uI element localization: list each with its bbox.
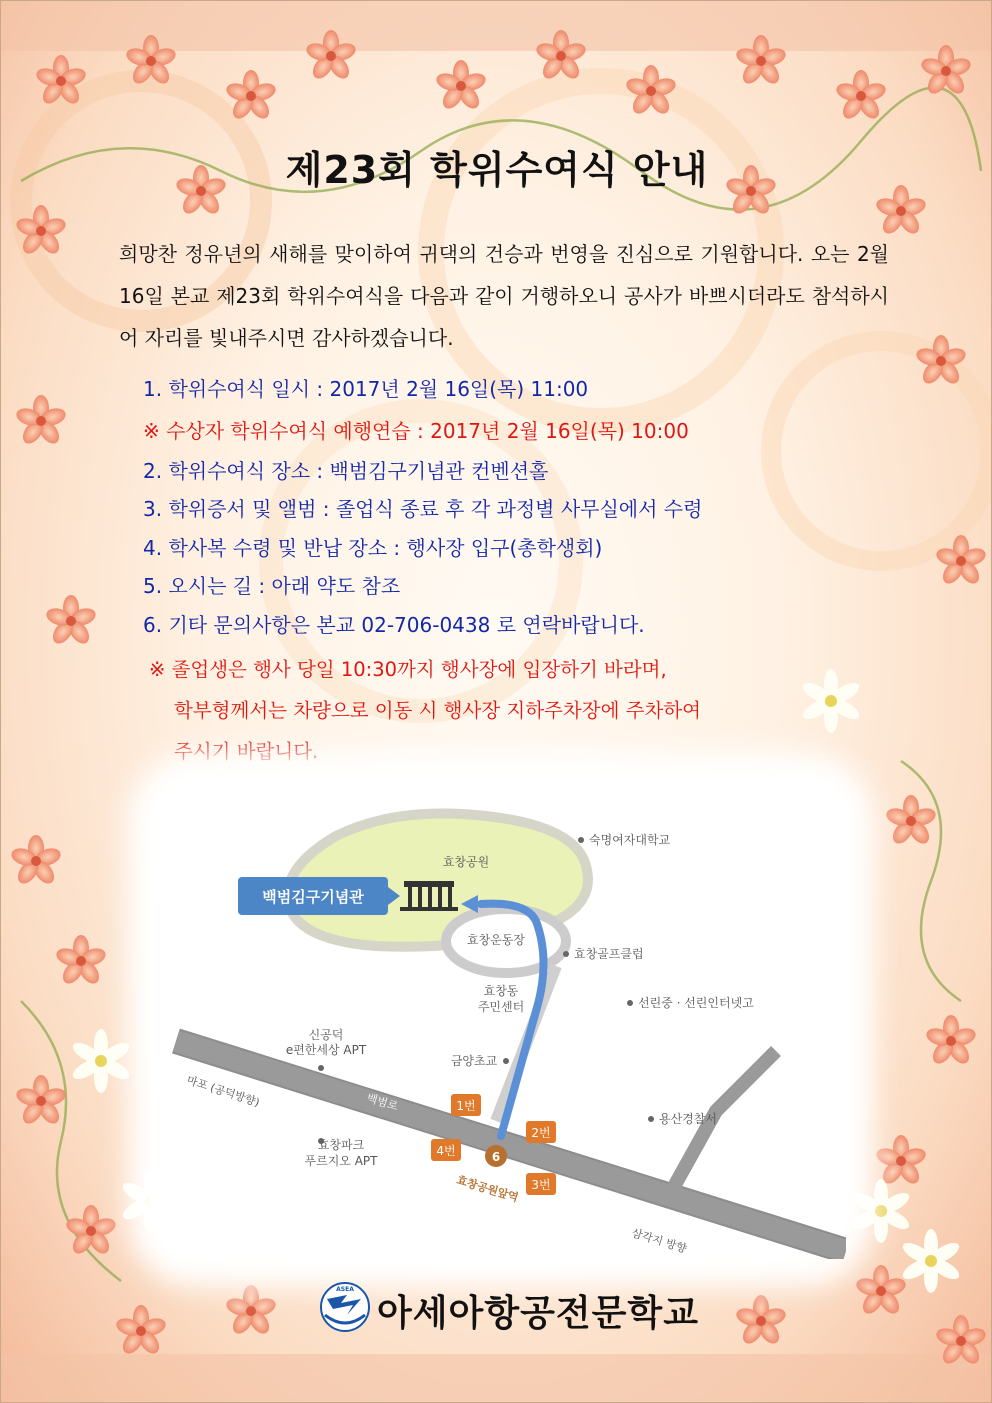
- info-item-venue: 2. 학위수여식 장소 : 백범김구기념관 컨벤션홀: [143, 459, 549, 483]
- seonrin-label: 선린중 · 선린인터넷고: [638, 996, 754, 1010]
- right-road: [666, 1051, 776, 1201]
- mapo-label: 마포 (공덕방향): [185, 1073, 262, 1110]
- samgakji-label: 삼각지 방향: [630, 1226, 689, 1256]
- stadium-label: 효창운동장: [467, 933, 525, 947]
- station-label: 효창공원앞역: [455, 1173, 520, 1205]
- info-item-diploma: 3. 학위증서 및 앨범 : 졸업식 종료 후 각 과정별 사무실에서 수령: [143, 497, 703, 521]
- exit-3: [526, 1173, 556, 1195]
- school-logo: [317, 1277, 697, 1337]
- page-title: 제23회 학위수여식 안내: [285, 148, 709, 192]
- svg-text:1번: 1번: [456, 1099, 476, 1113]
- park-label: 효창공원: [442, 855, 490, 869]
- apt1-label-1: 신공덕: [308, 1028, 344, 1042]
- baekbeom-road-label-2: 백범로: [595, 1186, 630, 1209]
- location-map: [156, 781, 846, 1259]
- exit-1: [451, 1094, 481, 1116]
- venue-badge-label: 백범김구기념관: [262, 888, 364, 906]
- apt2-label-1: 효창파크: [317, 1138, 365, 1152]
- golf-label: 효창골프클럽: [574, 947, 644, 961]
- community-center-label-1: 효창동: [483, 984, 519, 998]
- map-drawing: [156, 781, 846, 1259]
- svg-text:3번: 3번: [531, 1178, 551, 1192]
- school-name: 아세아항공전문학교: [377, 1293, 699, 1334]
- apt2-label-2: 푸르지오 APT: [304, 1154, 378, 1168]
- notice-block: [149, 649, 839, 772]
- info-item-rehearsal: ※ 수상자 학위수여식 예행연습 : 2017년 2월 16일(목) 10:00: [143, 419, 689, 443]
- school-emblem-icon: [317, 1281, 373, 1333]
- apt1-label-2: e편한세상 APT: [285, 1043, 367, 1057]
- emblem-label: ASEA: [336, 1286, 354, 1293]
- notice-line-2: 학부형께서는 차량으로 이동 시 행사장 지하주차장에 주차하여: [174, 699, 701, 722]
- exit-4: [431, 1139, 461, 1161]
- notice-line-1: ※ 졸업생은 행사 당일 10:30까지 행사장에 입장하기 바라며,: [149, 658, 667, 681]
- venue-badge: [238, 877, 400, 915]
- intro-paragraph: 희망찬 정유년의 새해를 맞이하여 귀댁의 건승과 번영을 진심으로 기원합니다. 오는 2월 16일 본교 제23회 학위수여식을 다음과 같이 거행하오니 공사가 바쁘시더라도 참석하시어 자리를 빛내주시면 감사하겠습니다.: [119, 242, 889, 350]
- baekbeom-road-label-1: 백범로: [365, 1091, 400, 1114]
- info-item-directions: 5. 오시는 길 : 아래 약도 참조: [143, 574, 401, 598]
- svg-text:4번: 4번: [436, 1144, 456, 1158]
- info-item-contact: 6. 기타 문의사항은 본교 02-706-0438 로 연락바랍니다.: [143, 613, 645, 637]
- sookmyung-label: 숙명여자대학교: [589, 833, 671, 847]
- police-label: 용산경찰서: [659, 1112, 717, 1126]
- notice-line-3: 주시기 바랍니다.: [174, 740, 319, 763]
- exit-2: [526, 1121, 556, 1143]
- info-item-date: 1. 학위수여식 일시 : 2017년 2월 16일(목) 11:00: [143, 377, 589, 401]
- community-center-label-2: 주민센터: [477, 1000, 525, 1014]
- venue-building-icon: [400, 881, 458, 911]
- info-item-gown: 4. 학사복 수령 및 반납 장소 : 행사장 입구(총학생회): [143, 536, 603, 560]
- svg-text:2번: 2번: [531, 1126, 551, 1140]
- station-line-label: 6: [491, 1150, 501, 1164]
- geumyang-label: 금양초교: [450, 1054, 498, 1068]
